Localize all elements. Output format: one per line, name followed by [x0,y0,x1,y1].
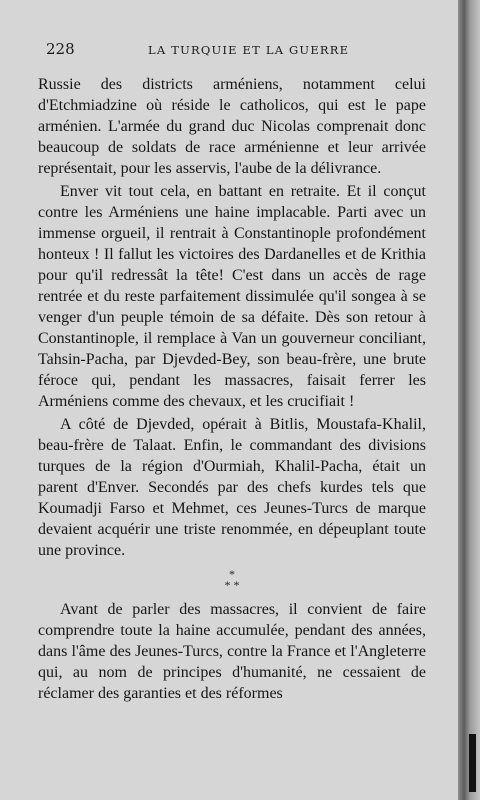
book-binding-edge [458,0,480,800]
running-title: LA TURQUIE ET LA GUERRE [148,43,350,57]
section-break-asterism [38,569,426,591]
page-header [46,40,426,60]
paragraph: A côté de Djevded, opérait à Bitlis, Moustafa-Khalil, beau-frère de Talaat. Enfin, le commandant des divisions turques de la région d'Ourmiah, Khalil-Pacha, était un parent d'Enver. Secondés par des chefs kurdes tels que Koumadji Farso et Mehmet, ces Jeunes-Turcs de marque devaient acquérir une triste renommée, en dépeuplant toute une province. [38,416,426,559]
edge-mark [469,734,476,792]
asterism-bottom: * * [224,578,240,592]
paragraph: Enver vit tout cela, en battant en retraite. Et il conçut contre les Arméniens une haine implacable. Parti avec un immense orgueil, il rentrait à Constantinople profondément honteux ! Il fallut les victoires des Dardanelles et de Krithia pour qu'il redressât la tête! C'est dans un accès de rage rentrée et du reste parfaitement dissimulée qu'il songea à se venger d'un peuple témoin de sa défaite. Dès son retour à Constantinople, il remplace à Van un gouverneur conciliant, Tahsin-Pacha, par Djevded-Bey, son beau-frère, une brute féroce qui, pendant les massacres, faisait ferrer les Arméniens comme des chevaux, et les crucifiait ! [38,183,426,410]
asterism-top: * [229,567,235,581]
page-number: 228 [46,40,75,58]
body-text [38,74,426,706]
paragraph: Avant de parler des massacres, il convient de faire comprendre toute la haine accumulée, pendant des années, dans l'âme des Jeunes-Turcs, contre la France et l'Angleterre qui, au nom de principes d'humanité, ne cessaient de réclamer des garanties et des réformes [38,601,426,702]
paragraph: Russie des districts arméniens, notamment celui d'Etchmiadzine où réside le catholicos, qui est le pape arménien. L'armée du grand duc Nicolas comprenait donc beaucoup de soldats de race arménienne et leur arrivée représentait, pour les asservis, l'aube de la délivrance. [38,76,426,177]
